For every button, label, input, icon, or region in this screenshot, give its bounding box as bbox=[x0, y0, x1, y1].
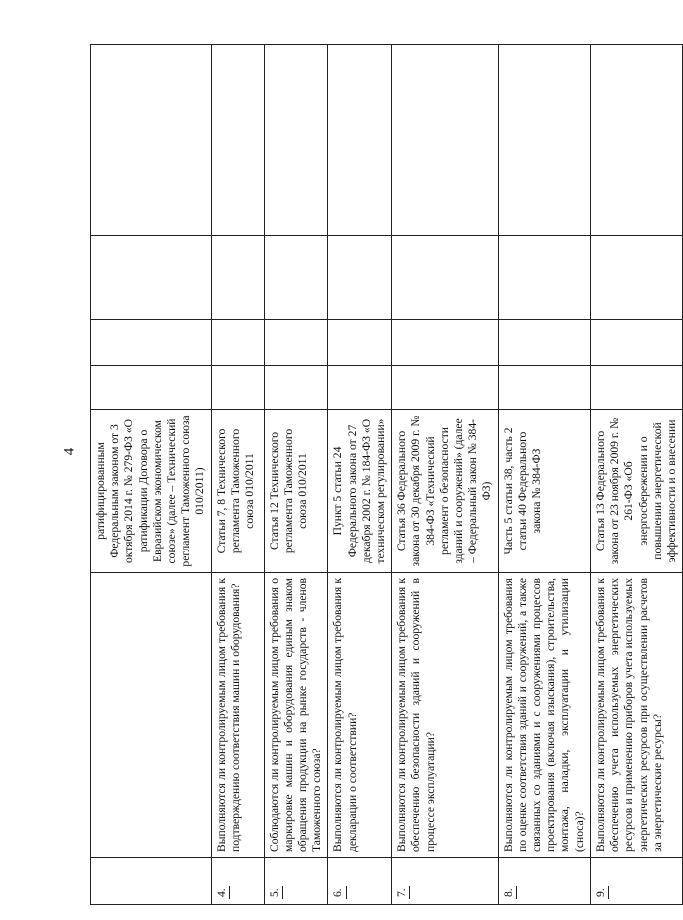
question-cell: Выполняются ли контролируемым лицом требования к подтверждению соответствия машин и оборудования? bbox=[211, 573, 264, 858]
num-cell bbox=[91, 858, 212, 905]
table-row bbox=[392, 45, 498, 905]
note-cell bbox=[328, 45, 392, 236]
answer-yes-cell bbox=[264, 366, 328, 410]
table-row bbox=[498, 45, 590, 905]
answer-yes-cell bbox=[392, 366, 498, 410]
answer-yes-cell bbox=[498, 366, 590, 410]
table-row bbox=[211, 45, 264, 905]
answer-no-cell bbox=[91, 320, 212, 366]
answer-yes-cell bbox=[328, 366, 392, 410]
note-cell bbox=[211, 45, 264, 236]
row-number: 5. bbox=[268, 886, 283, 899]
answer-na-cell bbox=[211, 236, 264, 320]
num-cell bbox=[328, 858, 392, 905]
answer-no-cell bbox=[211, 320, 264, 366]
row-number: 6. bbox=[331, 886, 346, 899]
answer-na-cell bbox=[392, 236, 498, 320]
page-number: 4 bbox=[61, 447, 78, 456]
note-cell bbox=[264, 45, 328, 236]
table-row bbox=[328, 45, 392, 905]
answer-na-cell bbox=[328, 236, 392, 320]
question-cell: Выполняются ли контролируемым лицом требования к декларации о соответствии? bbox=[328, 573, 392, 858]
num-cell bbox=[498, 858, 590, 905]
ref-cell: ратифицированным Федеральным законом от 3 октября 2014 г. № 279-ФЗ «О ратификации Договора о Евразийском экономическом союзе» (далее – Технический регламент Таможенного союза 010/2011) bbox=[91, 410, 212, 573]
ref-cell: Статья 36 Федерального закона от 30 декабря 2009 г. № 384-ФЗ «Технический регламент о безопасности зданий и сооружений» (далее – Федеральный закон № 384-ФЗ) bbox=[392, 410, 498, 573]
question-cell: Выполняются ли контролируемым лицом требования к обеспечению учета используемых энергетических ресурсов и применению приборов учета используемых энергетических ресурсов при осуществлении расчетов за энергетические ресурсы? bbox=[590, 573, 682, 858]
requirements-table bbox=[90, 44, 683, 905]
question-cell: Выполняются ли контролируемым лицом требования к обеспечению безопасности зданий и сооружений в процессе эксплуатации? bbox=[392, 573, 498, 858]
num-cell bbox=[211, 858, 264, 905]
answer-na-cell bbox=[264, 236, 328, 320]
num-cell bbox=[392, 858, 498, 905]
answer-na-cell bbox=[590, 236, 682, 320]
rotated-page-content bbox=[90, 45, 678, 905]
answer-yes-cell bbox=[211, 366, 264, 410]
note-cell bbox=[91, 45, 212, 236]
ref-cell: Статьи 7, 8 Технического регламента Таможенного союза 010/2011 bbox=[211, 410, 264, 573]
question-cell bbox=[91, 573, 212, 858]
answer-yes-cell bbox=[91, 366, 212, 410]
table-row-continued bbox=[91, 45, 212, 905]
note-cell bbox=[498, 45, 590, 236]
ref-cell: Пункт 5 статьи 24 Федерального закона от 27 декабря 2002 г. № 184-ФЗ «О техническом регулировании» bbox=[328, 410, 392, 573]
answer-yes-cell bbox=[590, 366, 682, 410]
row-number: 8. bbox=[502, 886, 517, 899]
ref-cell: Статья 12 Технического регламента Таможенного союза 010/2011 bbox=[264, 410, 328, 573]
answer-no-cell bbox=[328, 320, 392, 366]
row-number: 7. bbox=[395, 886, 410, 899]
note-cell bbox=[392, 45, 498, 236]
question-cell: Соблюдаются ли контролируемым лицом требования о маркировке машин и оборудования единым знаком обращения продукции на рынке государств - членов Таможенного союза? bbox=[264, 573, 328, 858]
row-number: 4. bbox=[215, 886, 230, 899]
answer-no-cell bbox=[498, 320, 590, 366]
num-cell bbox=[590, 858, 682, 905]
num-cell bbox=[264, 858, 328, 905]
answer-na-cell bbox=[498, 236, 590, 320]
ref-cell: Часть 5 статьи 38, часть 2 статьи 40 Федерального закона № 384-ФЗ bbox=[498, 410, 590, 573]
question-cell: Выполняются ли контролируемым лицом требования по оценке соответствия зданий и сооружений, а также связанных со зданиями и с сооружениями процессов проектирования (включая изыскания), строительства, монтажа, наладки, эксплуатации и утилизации (сноса)? bbox=[498, 573, 590, 858]
answer-no-cell bbox=[590, 320, 682, 366]
table-row bbox=[264, 45, 328, 905]
ref-cell: Статья 13 Федерального закона от 23 ноября 2009 г. № 261-ФЗ «Об энергосбережении и о повышении энергетической эффективности и о внесении bbox=[590, 410, 682, 573]
row-number: 9. bbox=[594, 886, 609, 899]
answer-no-cell bbox=[264, 320, 328, 366]
note-cell bbox=[590, 45, 682, 236]
answer-no-cell bbox=[392, 320, 498, 366]
table-row bbox=[590, 45, 682, 905]
answer-na-cell bbox=[91, 236, 212, 320]
